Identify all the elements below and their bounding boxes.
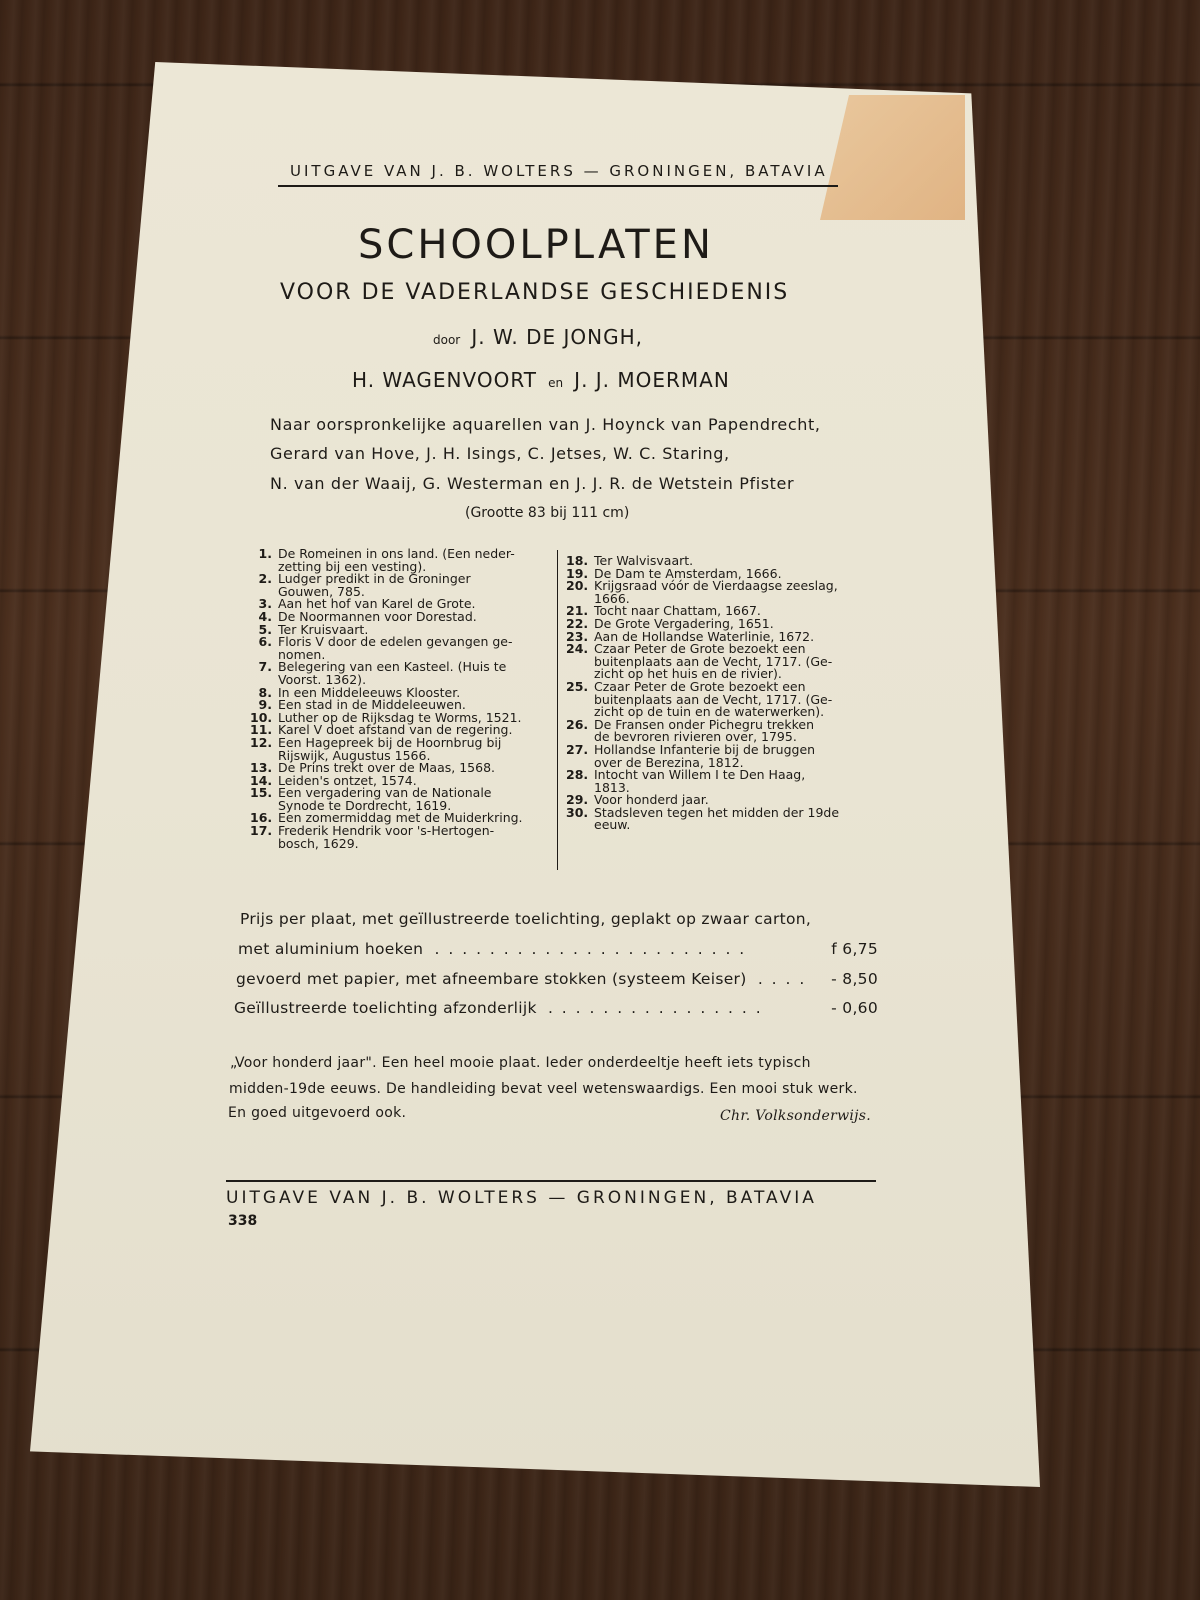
plate-number: 11. [250,722,273,738]
plate-item [566,741,839,770]
plate-title: De Fransen onder Pichegru trekken de bevroren rivieren over, 1795. [594,716,814,745]
price-value: - 0,60 [831,999,878,1017]
quote-line-1: „Voor honderd jaar". Een heel mooie plaat. Ieder onderdeeltje heeft iets typisch [230,1055,811,1071]
document-subtitle: VOOR DE VADERLANDSE GESCHIEDENIS [280,280,790,305]
plate-title: Aan de Hollandse Waterlinie, 1672. [594,628,815,644]
price-row-1 [238,940,878,958]
intro-line-2: Gerard van Hove, J. H. Isings, C. Jetses, W. C. Staring, [270,444,730,463]
price-label: gevoerd met papier, met afneembare stokken (systeem Keiser) [236,970,747,988]
plate-item [566,716,839,745]
plate-title: Frederik Hendrik voor 's-Hertogen- bosch, 1629. [278,823,495,851]
plate-title: De Grote Vergadering, 1651. [594,615,774,631]
leader-dots: . . . . . . . . . . . . . . . . . . . . . . . [434,940,747,958]
bottom-divider [226,1180,876,1182]
plate-number: 15. [250,785,273,801]
price-row-3 [234,999,878,1017]
plate-number: 16. [250,810,273,826]
plate-number: 28. [566,767,589,783]
plate-number: 8. [258,684,272,700]
plate-size: (Grootte 83 bij 111 cm) [465,505,630,521]
plate-title: Ter Kruisvaart. [278,621,369,637]
plate-number: 21. [566,603,589,619]
plate-title: Aan het hof van Karel de Grote. [278,596,476,612]
plate-number: 18. [566,553,589,568]
plate-item [250,734,523,763]
plate-number: 9. [258,697,272,713]
plate-item [250,548,523,573]
plate-title: Belegering van een Kasteel. (Huis te Voorst. 1362). [278,659,507,687]
plate-number: 14. [250,772,273,788]
plate-item [250,636,523,661]
and-word: en [548,376,564,390]
plate-number: 17. [250,823,273,839]
plate-title: Hollandse Infanterie bij de bruggen over de Berezina, 1812. [594,741,816,770]
bottom-publisher-line: UITGAVE VAN J. B. WOLTERS — GRONINGEN, BATAVIA [226,1188,817,1208]
price-value: f 6,75 [831,940,878,958]
plate-number: 7. [258,659,272,675]
plate-number: 10. [250,709,273,725]
plate-item [566,678,839,720]
author-jongh: J. W. DE JONGH, [471,325,644,349]
plate-title: Czaar Peter de Grote bezoekt een buitenplaats aan de Vecht, 1717. (Ge- zicht op het huis en de rivier). [594,641,833,682]
column-divider [557,550,558,870]
quote-source: Chr. Volksonderwijs. [720,1108,872,1124]
plate-number: 3. [258,596,272,612]
plate-title: De Noormannen voor Dorestad. [278,608,477,624]
document-title: SCHOOLPLATEN [358,222,714,268]
top-publisher-line: UITGAVE VAN J. B. WOLTERS — GRONINGEN, BATAVIA [290,162,828,180]
plate-item [566,769,839,794]
plate-title: Een vergadering van de Nationale Synode te Dordrecht, 1619. [278,785,492,813]
plate-number: 6. [258,634,272,650]
price-row-2 [236,970,878,988]
plate-number: 22. [566,615,589,631]
leader-dots: . . . . . . . . . . . . . . . . [547,999,763,1017]
plate-title: De Dam te Amsterdam, 1666. [594,565,782,581]
price-label: Geïllustreerde toelichting afzonderlijk [234,999,537,1017]
plate-item [566,643,839,681]
plate-item [566,804,840,833]
plate-title: Czaar Peter de Grote bezoekt een buitenplaats aan de Vecht, 1717. (Ge- zicht op de tuin en de waterwerken). [594,678,833,720]
plate-title: Een Hagepreek bij de Hoornbrug bij Rijswijk, Augustus 1566. [278,734,502,763]
plate-title: Stadsleven tegen het midden der 19de eeuw. [594,804,840,833]
plate-title: Ludger predikt in de Groninger Gouwen, 785. [278,571,471,599]
plate-title: Karel V doet afstand van de regering. [278,722,513,738]
plate-title: Een stad in de Middeleeuwen. [278,697,466,713]
plate-number: 19. [566,565,589,581]
plate-title: Leiden's ontzet, 1574. [278,772,417,788]
plate-title: Tocht naar Chattam, 1667. [594,603,761,619]
plate-number: 30. [566,804,589,820]
plate-number: 26. [566,716,589,732]
plate-item [250,661,523,686]
plate-number: 1. [258,546,272,561]
plates-list-right [566,555,839,832]
intro-line-1: Naar oorspronkelijke aquarellen van J. Hoynck van Papendrecht, [270,415,821,434]
author-line-1 [433,325,643,349]
plate-number: 20. [566,578,589,594]
price-label: met aluminium hoeken [238,940,424,958]
plate-title: Ter Walvisvaart. [594,553,694,568]
plate-item [250,573,523,598]
plate-item [566,580,839,605]
plate-number: 5. [258,621,272,637]
plate-title: De Romeinen in ons land. (Een neder- zetting bij een vesting). [278,546,515,574]
plate-title: Floris V door de edelen gevangen ge- nomen. [278,634,513,662]
leader-dots: . . . . [757,970,807,988]
plate-number: 13. [250,760,273,776]
document-sheet [30,62,1040,1487]
by-word: door [433,333,461,347]
plate-title: In een Middeleeuws Klooster. [278,684,461,700]
plate-number: 27. [566,741,589,757]
plate-item [250,825,523,850]
plate-title: Intocht van Willem I te Den Haag, 1813. [594,767,806,795]
plate-title: Voor honderd jaar. [594,792,709,808]
price-intro: Prijs per plaat, met geïllustreerde toelichting, geplakt op zwaar carton, [240,910,812,928]
plate-number: 2. [258,571,272,587]
plate-title: De Prins trekt over de Maas, 1568. [278,760,495,776]
author-line-2 [352,368,730,392]
plate-number: 12. [250,734,273,750]
plate-item [250,787,523,812]
plate-title: Luther op de Rijksdag te Worms, 1521. [278,709,522,725]
price-value: - 8,50 [831,970,878,988]
top-divider [278,185,838,187]
author-wagenvoort: H. WAGENVOORT [352,368,537,392]
plate-title: Een zomermiddag met de Muiderkring. [278,810,523,826]
quote-line-3: En goed uitgevoerd ook. [228,1105,407,1121]
intro-line-3: N. van der Waaij, G. Westerman en J. J. R. de Wetstein Pfister [270,474,795,493]
quote-line-2: midden-19de eeuws. De handleiding bevat veel wetenswaardigs. Een mooi stuk werk. [229,1081,858,1097]
plate-title: Krijgsraad vóór de Vierdaagse zeeslag, 1666. [594,578,838,606]
catalog-number: 338 [228,1213,258,1229]
plate-number: 25. [566,678,589,694]
plate-number: 29. [566,792,589,808]
plates-list-left [250,548,523,850]
plate-number: 23. [566,628,589,644]
author-moerman: J. J. MOERMAN [574,368,730,392]
plate-number: 4. [258,608,272,624]
plate-number: 24. [566,641,589,657]
